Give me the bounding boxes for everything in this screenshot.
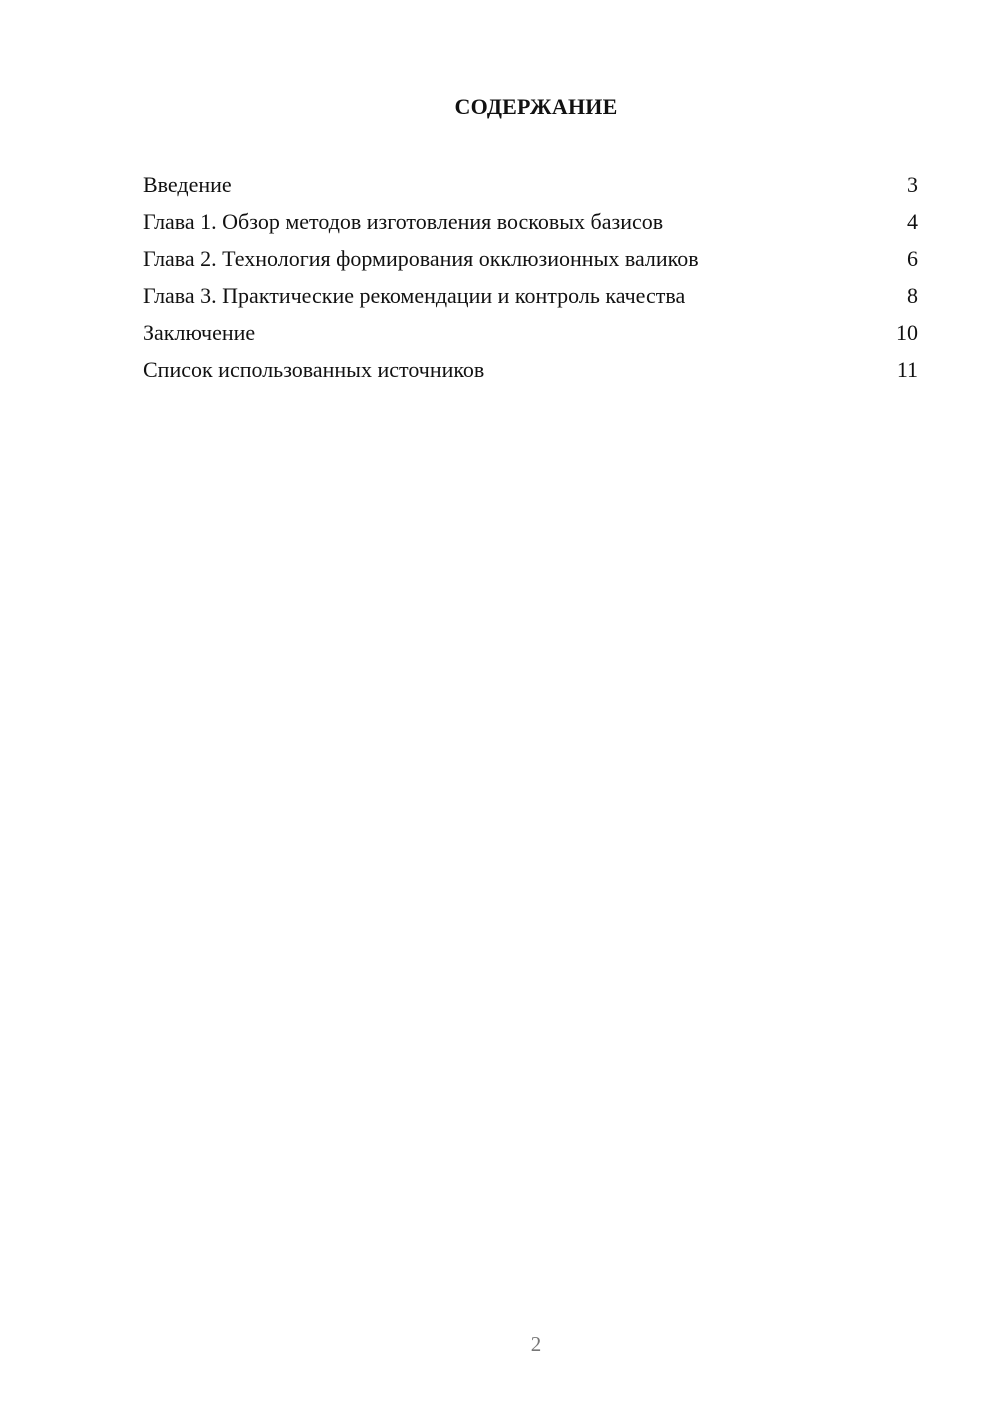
toc-entry-title: Глава 1. Обзор методов изготовления восковых базисов [143, 209, 664, 234]
toc-entry-conclusion[interactable] [143, 316, 918, 353]
toc-entry-page: 8 [907, 283, 918, 308]
toc-entry-title: Глава 3. Практические рекомендации и контроль качества [143, 283, 686, 308]
toc-entry-page: 4 [907, 209, 918, 234]
toc-entry-title: Глава 2. Технология формирования окклюзионных валиков [143, 246, 699, 271]
toc-entry-chapter-1[interactable] [143, 205, 918, 242]
page-number: 2 [530, 1332, 542, 1356]
table-of-contents [143, 168, 918, 390]
toc-entry-chapter-3[interactable] [143, 279, 918, 316]
toc-entry-page: 10 [896, 320, 918, 345]
toc-entry-title: Введение [143, 172, 232, 197]
toc-entry-chapter-2[interactable] [143, 242, 918, 279]
toc-entry-page: 11 [896, 357, 918, 382]
toc-entry-introduction[interactable] [143, 168, 918, 205]
toc-entry-page: 6 [907, 246, 918, 271]
toc-entry-title: Заключение [143, 320, 256, 345]
toc-entry-references[interactable] [143, 353, 918, 390]
page-title: СОДЕРЖАНИЕ [454, 94, 618, 119]
toc-entry-title: Список использованных источников [143, 357, 485, 382]
toc-entry-page: 3 [907, 172, 918, 197]
